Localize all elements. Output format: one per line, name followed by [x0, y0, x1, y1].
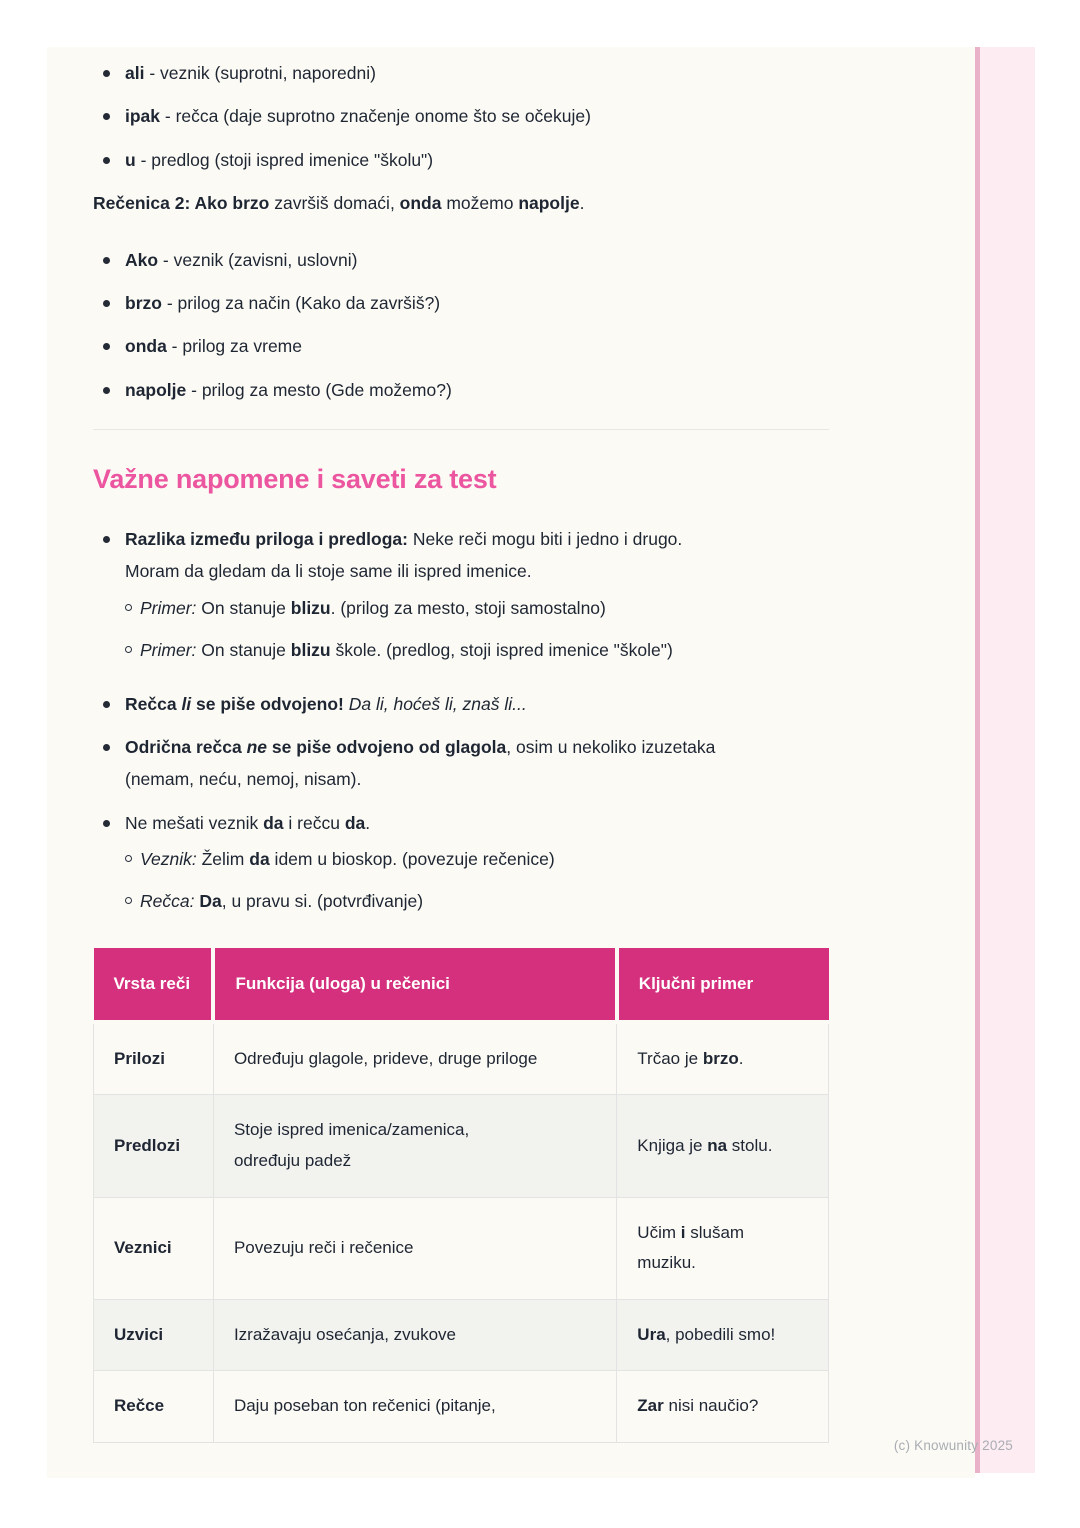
text-segment: blizu [290, 597, 331, 618]
column-header: Funkcija (uloga) u rečenici [213, 948, 616, 1022]
text-segment: nisi naučio? [663, 1396, 759, 1416]
text-segment: da [249, 849, 270, 869]
document-page [47, 47, 975, 1478]
list-item [93, 244, 829, 276]
text-segment: se piše odvojeno! [191, 693, 344, 714]
list-item-text [125, 330, 829, 362]
text-segment: - prilog za vreme [166, 336, 302, 357]
text-segment: Ako [125, 249, 159, 270]
list-item-text [125, 807, 829, 839]
text-segment: Rečca [125, 693, 182, 714]
text-segment: Trčao je [637, 1048, 703, 1068]
list-item-text [140, 843, 829, 875]
table-cell [94, 1299, 214, 1371]
text-segment: ali [125, 63, 145, 83]
dot-bullet-icon [103, 70, 110, 77]
text-segment: (nemam, neću, nemoj, nisam). [125, 769, 362, 790]
table-row [94, 1299, 829, 1371]
circle-bullet-icon [125, 897, 132, 904]
table-row [94, 1095, 829, 1197]
list-item [93, 57, 829, 89]
table-cell [213, 1022, 616, 1095]
dot-bullet-icon [103, 113, 110, 120]
text-segment: da [344, 812, 366, 833]
list-item [93, 287, 829, 319]
table-cell [617, 1095, 829, 1197]
list-item-text [125, 144, 829, 176]
table-row [94, 1197, 829, 1299]
text-segment: Daju poseban ton rečenici (pitanje, [233, 1396, 496, 1416]
text-segment: Određuju glagole, prideve, druge priloge [233, 1048, 538, 1068]
text-segment: Stoje ispred imenica/zamenica, [233, 1120, 470, 1140]
dot-bullet-icon [103, 157, 110, 164]
text-segment: Rečenica 2: Ako brzo [93, 193, 270, 214]
list-item-body [125, 330, 829, 362]
list-item-text [125, 57, 829, 89]
text-segment: napolje [518, 193, 580, 214]
dot-bullet-icon [103, 701, 110, 708]
text-segment: On stanuje [196, 597, 291, 618]
list-item [93, 731, 829, 796]
list-item-body [140, 885, 829, 917]
text-segment: - veznik (zavisni, uslovni) [158, 249, 358, 270]
dot-bullet-icon [103, 343, 110, 350]
dot-bullet-icon [103, 387, 110, 394]
text-segment: na [707, 1135, 728, 1155]
list-item-body [125, 523, 829, 677]
dot-bullet-icon [103, 536, 110, 543]
list-item [93, 330, 829, 362]
list-item-body [125, 100, 829, 132]
table-row [94, 1371, 829, 1443]
table-cell [94, 1095, 214, 1197]
text-segment: određuju padež [233, 1150, 352, 1170]
list-item [93, 807, 829, 928]
text-segment: Učim [637, 1222, 681, 1242]
text-segment: On stanuje [196, 640, 291, 661]
section-title: Važne napomene i saveti za test [93, 464, 497, 494]
list-item-body [125, 731, 829, 796]
table-body [94, 1022, 829, 1443]
table-cell [213, 1299, 616, 1371]
list-item-body [140, 592, 829, 624]
table-cell [617, 1197, 829, 1299]
text-segment: . [738, 1048, 744, 1068]
list-item-body [125, 144, 829, 176]
text-segment: - prilog za način (Kako da završiš?) [161, 292, 441, 313]
text-segment: škole. (predlog, stoji ispred imenice "škole") [330, 640, 673, 661]
text-segment: , osim u nekoliko izuzetaka [506, 736, 716, 757]
table-row [94, 1022, 829, 1095]
text-segment: se piše odvojeno od glagola [267, 736, 507, 757]
column-header: Vrsta reči [94, 948, 214, 1022]
word-types-table [93, 948, 829, 1443]
list-item-text [125, 731, 829, 796]
list-item-body [140, 634, 829, 666]
circle-bullet-icon [125, 604, 132, 611]
text-segment: možemo [441, 193, 519, 214]
text-segment: ne [246, 736, 268, 757]
watermark-text: (c) Knowunity 2025 [893, 1438, 1013, 1453]
text-segment: . (prilog za mesto, stoji samostalno) [330, 597, 606, 618]
text-segment: - veznik (suprotni, naporedni) [144, 63, 376, 83]
word-list-1 [93, 57, 829, 176]
text-segment: onda [399, 193, 442, 214]
text-segment: , pobedili smo! [665, 1324, 776, 1344]
text-segment: Uzvici [114, 1324, 164, 1344]
text-segment: ipak [125, 106, 161, 127]
list-item [93, 688, 829, 720]
list-item-text [125, 688, 829, 720]
text-segment: onda [125, 336, 167, 357]
dot-bullet-icon [103, 820, 110, 827]
table-header-row [94, 948, 829, 1022]
text-segment: blizu [290, 640, 331, 661]
table-cell [617, 1299, 829, 1371]
text-segment: Rečca: [140, 891, 195, 912]
table-cell [94, 1022, 214, 1095]
table-cell [94, 1197, 214, 1299]
text-segment: da [263, 812, 284, 833]
list-item-body [140, 843, 829, 875]
text-segment: . [365, 812, 371, 833]
word-list-2 [93, 244, 829, 407]
text-segment: Prilozi [114, 1048, 166, 1068]
sub-list [125, 843, 829, 918]
text-segment: Veznici [114, 1237, 172, 1257]
sub-list [125, 592, 829, 667]
list-item-body [125, 244, 829, 276]
section-divider [93, 429, 829, 430]
text-segment: li [181, 693, 192, 714]
list-item-body [125, 287, 829, 319]
circle-bullet-icon [125, 646, 132, 653]
list-item-text [140, 885, 829, 917]
text-segment: Ne mešati veznik [125, 812, 264, 833]
text-segment: Veznik: [140, 849, 197, 869]
text-segment: Knjiga je [637, 1135, 708, 1155]
text-segment: Primer: [140, 597, 197, 618]
text-segment: - predlog (stoji ispred imenice "školu") [135, 149, 434, 170]
notes-list [93, 523, 829, 928]
document-content [47, 47, 875, 1443]
sub-list-item [125, 843, 829, 875]
list-item-text [125, 244, 829, 276]
text-segment: Odrična rečca [125, 736, 247, 757]
sub-list-item [125, 592, 829, 624]
table-cell [213, 1197, 616, 1299]
text-segment: Neke reči mogu biti i jedno i drugo. [407, 529, 683, 549]
circle-bullet-icon [125, 855, 132, 862]
table-cell [94, 1371, 214, 1443]
header-row [94, 948, 829, 1022]
text-segment: , u pravu si. (potvrđivanje) [221, 891, 424, 912]
text-segment: i [680, 1222, 686, 1242]
list-item-body [125, 57, 829, 89]
text-segment: brzo [125, 292, 162, 313]
text-segment: Izražavaju osećanja, zvukove [233, 1324, 457, 1344]
list-item [93, 100, 829, 132]
text-segment: . [579, 193, 585, 214]
text-segment: u [125, 149, 136, 170]
list-item [93, 374, 829, 406]
text-segment: muziku. [637, 1253, 696, 1273]
text-segment: idem u bioskop. (povezuje rečenice) [269, 849, 555, 869]
dot-bullet-icon [103, 257, 110, 264]
page-edge-bar [975, 47, 1035, 1473]
text-segment: Razlika između priloga i predloga: [125, 529, 408, 549]
text-segment: brzo [702, 1048, 739, 1068]
text-segment: stolu. [727, 1135, 773, 1155]
text-segment: i rečcu [283, 812, 345, 833]
list-item-text [125, 374, 829, 406]
table-cell [213, 1095, 616, 1197]
list-item-text [125, 100, 829, 132]
list-item-body [125, 374, 829, 406]
text-segment: Primer: [140, 640, 197, 661]
sentence-2-paragraph [93, 187, 829, 219]
text-segment: Želim [196, 849, 250, 869]
column-header: Ključni primer [617, 948, 829, 1022]
text-segment: Rečce [114, 1396, 165, 1416]
text-segment: završiš domaći, [269, 193, 400, 214]
list-item-text [140, 634, 829, 666]
list-item [93, 523, 829, 677]
list-item [93, 144, 829, 176]
text-segment: - rečca (daje suprotno značenje onome što se očekuje) [160, 106, 591, 127]
text-segment: Moram da gledam da li stoje same ili ispred imenice. [125, 561, 532, 582]
sub-list-item [125, 634, 829, 666]
text-segment: napolje [125, 379, 187, 400]
list-item-text [140, 592, 829, 624]
table-cell [617, 1022, 829, 1095]
text-segment: slušam [685, 1222, 745, 1242]
list-item-body [125, 688, 829, 720]
text-segment: - prilog za mesto (Gde možemo?) [186, 379, 452, 400]
list-item-text [125, 287, 829, 319]
table-cell [213, 1371, 616, 1443]
text-segment: Povezuju reči i rečenice [233, 1237, 414, 1257]
list-item-body [125, 807, 829, 928]
text-segment: Da [199, 891, 222, 912]
text-segment: Ura [637, 1324, 666, 1344]
list-item-text [125, 523, 829, 588]
text-segment: Predlozi [114, 1135, 181, 1155]
table-cell [617, 1371, 829, 1443]
sub-list-item [125, 885, 829, 917]
dot-bullet-icon [103, 744, 110, 751]
text-segment: Da li, hoćeš li, znaš li... [348, 693, 527, 714]
dot-bullet-icon [103, 300, 110, 307]
text-segment: Zar [637, 1396, 664, 1416]
